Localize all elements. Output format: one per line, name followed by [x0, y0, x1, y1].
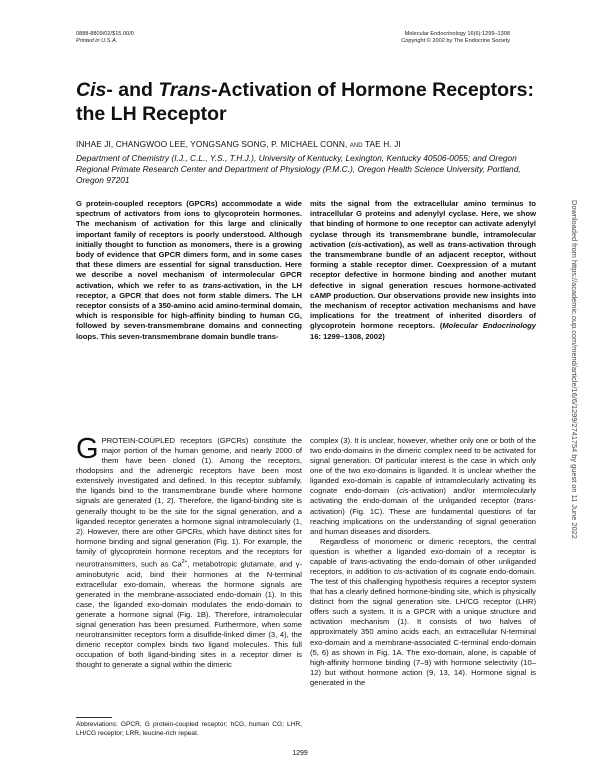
body-text: -activation) (Fig. 1C). These are fundamental questions of far reaching implications on the understanding of signal generation and human diseases and disorders. — [310, 496, 536, 536]
title-and: - and — [106, 79, 159, 101]
abstract-left-column — [76, 199, 302, 342]
footnote-abbreviations: Abbreviations: GPCR, G protein-coupled receptor; hCG, human CG; LHR, LH/CG receptor; LRR, leucine-rich repeat. — [76, 721, 302, 737]
body-text: Regardless of monomeric or dimeric receptors, the central question is whether a liganded exo-domain of a receptor is capable of — [310, 536, 536, 566]
affiliation: Department of Chemistry (I.J., C.L., Y.S., T.H.J.), University of Kentucky, Lexington, Kentucky 40506-0055; and Oregon Regional Primate Research Center and Department of Physiology (P.M.C.), Oregon Health Science University, Portland, Oregon 97201 — [76, 153, 521, 186]
download-watermark[interactable]: Downloaded from https://academic.oup.com/mend/article/16/6/1299/2741754 by guest on 11 June 2022 — [570, 200, 579, 539]
running-header-right — [401, 31, 510, 45]
printed-in: Printed in U.S.A. — [76, 38, 118, 44]
abstract-journal: Molecular Endocrinology — [442, 321, 536, 331]
running-header-left — [76, 31, 134, 45]
title-trans: Trans — [158, 79, 212, 101]
abstract-right-column — [310, 199, 536, 342]
footnote-divider — [76, 717, 112, 718]
article-title — [76, 78, 536, 126]
journal-citation: Molecular Endocrinology 16(6):1299–1308 — [404, 31, 510, 37]
body-right-column — [310, 436, 536, 688]
title-rest: -Activation of Hormone Receptors: — [211, 79, 534, 101]
copyright: Copyright © 2002 by The Endocrine Society — [401, 38, 510, 44]
body-text: -activation of its cognate endo-domain. The test of this challenging hypothesis requires a receptor system that has a clearly defined hormone-binding site, which is physically distinct from the signal generation site. LH/CG receptor (LHR) offers such a system. It is a GPCR with a unique structure and activation mechanism (1). It consists of two halves of approximately 350 amino acids each, an extracellular N-terminal exo-domain and a membrane-associated C-terminal endo-domain (5, 6) as shown in Fig. 1A. The exo-domain, alone, is capable of high-affinity hormone binding (7–9) with hormone selectivity (10–12) but without hormone action (9, 13, 14). Hormone signal is generated in the — [310, 567, 536, 687]
abstract-text: 16: 1299–1308, 2002) — [310, 331, 385, 341]
body-left-column — [76, 433, 302, 670]
body-paragraph — [76, 433, 302, 670]
abstract-text: -activation), as well as — [361, 239, 448, 249]
body-italic: cis — [393, 567, 403, 577]
body-text: , metabotropic glutamate, and γ-aminobutyric acid, bind their hormones at the N-terminal extracellular exo-domain, whereas the hormone signals are generated in the membrane-associated endo-domain (1). In this case, the liganded exo-domain modulates the endo-domain to generate a hormone signal (Fig. 1B). Therefore, intramolecular signal generation has been presumed. Furthermore, when some neurotransmitter receptors form a disulfide-linked dimer (3, 4), the dimeric receptor complex binds two ligand molecules. This full occupation of both ligand-binding sites in a receptor dimer is thought to generate a signal within the dimeric — [76, 559, 302, 670]
abstract-text: mits the signal from the extracellular amino terminus to intracellular G proteins and adenylyl cyclase. Here, we show that binding of hormone to one receptor can activate adenylyl cyclase through its transmembrane bundle, intramolecular activation ( — [310, 199, 536, 249]
body-text: -activation) and/or intermolecularly activating the endo-domain of the unliganded receptor ( — [310, 486, 536, 506]
author-last: TAE H. JI — [362, 139, 401, 149]
author-and: AND — [349, 143, 363, 149]
body-text: -activating the endo-domain of other unliganded receptors, in addition to — [310, 556, 537, 577]
body-italic: trans — [516, 496, 534, 506]
author-list — [76, 139, 536, 149]
body-italic: cis — [399, 486, 409, 496]
superscript: 2+ — [181, 558, 188, 565]
abstract-text: -activation, in the LH receptor, a GPCR that does not form stable dimers. The LH receptor consists of a 350-amino acid amino-terminal domain, which is responsible for high-affinity binding to human CG, followed by seven-transmembrane domains and connecting loops. This seven-transmembrane domain bundle trans- — [76, 280, 302, 341]
issn: 0888-8809/02/$15.00/0 — [76, 31, 134, 37]
abstract-text: G protein-coupled receptors (GPCRs) accommodate a wide spectrum of activators from ions to glycoprotein hormones. The mechanism of activation for this large and clinically important family of receptors is poorly understood. Although initially thought to function as monomers, there is a growing body of evidence that GPCR dimers form, and in some cases that these dimers are essential for signal transduction. Here we describe a novel mechanism of intermolecular GPCR activation, which we refer to as — [76, 199, 302, 290]
body-paragraph — [310, 436, 536, 537]
abstract-text: -activation through the transmembrane bundle of an adjacent receptor, without forming a stable receptor dimer. Coexpression of a mutant receptor defective in hormone binding and another mutant defective in signal generation rescues hormone-activated cAMP production. Our observations provide new insights into the mechanism of receptor activation mechanisms and have implications for the treatment of inherited disorders of glycoprotein hormone receptors. ( — [310, 239, 537, 331]
body-paragraph — [310, 537, 536, 688]
title-cis: Cis — [76, 79, 107, 101]
drop-cap: G — [76, 433, 99, 465]
abstract-italic: cis — [351, 239, 362, 249]
body-text: complex (3). It is unclear, however, whether only one or both of the two endo-domains in the dimeric complex need to be activated for signal generation. Of particular interest is the case in which only one of the two exo-domains is liganded. It is unclear whether the liganded exo-domain is capable of intramolecularly activating its cognate endo-domain ( — [310, 436, 536, 496]
body-text: PROTEIN-COUPLED receptors (GPCRs) constitute the major portion of the human genome, and nearly 2000 of them have been cloned (1). Among the receptors, rhodopsins and the adrenergic receptors have been most extensively investigated and defined. In this receptor subfamily, the ligands bind to the transmembrane bundle where hormone signals are generated (1, 2). Therefore, the ligand-binding site is generally thought to be the site for the signal generation, and a liganded receptor generates a hormone signal intramolecularly (1, 2). However, there are other GPCRs, which have distinct sites for hormone binding and signal generation (Fig. 1). For example, the family of glycoprotein hormone receptors and the receptors for neurotransmitters, such as Ca — [76, 436, 302, 569]
abstract-italic: trans — [202, 280, 222, 290]
body-italic: trans — [350, 556, 368, 566]
title-line2: the LH Receptor — [76, 103, 227, 125]
page-number: 1299 — [292, 750, 308, 757]
author-names: INHAE JI, CHANGWOO LEE, YONGSANG SONG, P. MICHAEL CONN, — [76, 139, 350, 149]
abstract-italic: trans — [447, 239, 467, 249]
